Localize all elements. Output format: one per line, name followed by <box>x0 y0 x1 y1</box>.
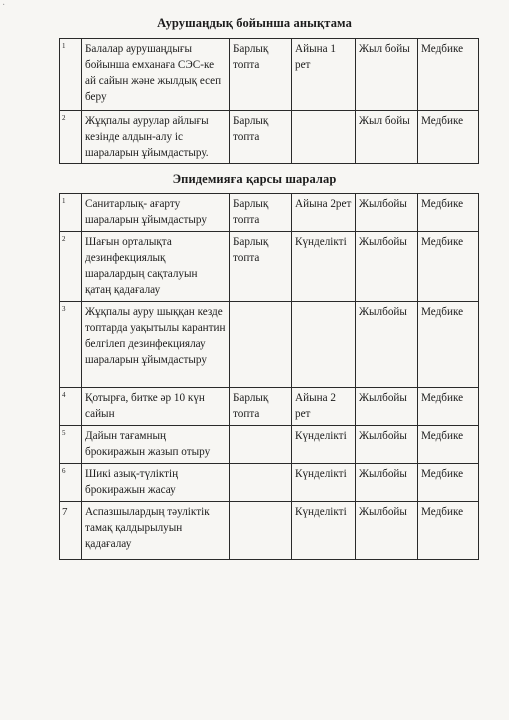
group-cell: Барлық топта <box>230 232 292 302</box>
period-cell: Жылбойы <box>356 302 418 388</box>
activity-cell: Дайын тағамның брокиражын жазып отыру <box>82 426 230 464</box>
activity-cell: Шикі азық-түліктің брокиражын жасау <box>82 464 230 502</box>
responsible-cell: Медбике <box>418 464 479 502</box>
row-number: 5 <box>60 426 82 464</box>
activity-cell: Аспазшылардың тәуліктік тамақ қалдырылуын қадағалау <box>82 502 230 560</box>
row-number: 2 <box>60 232 82 302</box>
responsible-cell: Медбике <box>418 388 479 426</box>
activity-cell: Қотырға, битке әр 10 күн сайын <box>82 388 230 426</box>
group-cell <box>230 464 292 502</box>
responsible-cell: Медбике <box>418 502 479 560</box>
frequency-cell: Күнделікті <box>292 502 356 560</box>
scan-artifact: · <box>2 0 6 11</box>
anti-epidemic-table <box>59 193 479 560</box>
activity-cell: Санитарлық- ағарту шараларын ұйымдастыру <box>82 194 230 232</box>
table-row <box>60 502 479 560</box>
responsible-cell: Медбике <box>418 39 479 111</box>
row-number: 6 <box>60 464 82 502</box>
row-number: 1 <box>60 39 82 111</box>
group-cell <box>230 302 292 388</box>
period-cell: Жылбойы <box>356 464 418 502</box>
frequency-cell: Айына 1 рет <box>292 39 356 111</box>
table-row <box>60 111 479 164</box>
activity-cell: Жұқпалы аурулар айлығы кезінде алдын-алу іс шараларын ұйымдастыру. <box>82 111 230 164</box>
table-row <box>60 302 479 388</box>
group-cell: Барлық топта <box>230 111 292 164</box>
period-cell: Жылбойы <box>356 232 418 302</box>
group-cell <box>230 502 292 560</box>
frequency-cell <box>292 302 356 388</box>
responsible-cell: Медбике <box>418 426 479 464</box>
morbidity-table <box>59 38 479 164</box>
frequency-cell: Күнделікті <box>292 426 356 464</box>
group-cell <box>230 426 292 464</box>
table-row <box>60 194 479 232</box>
frequency-cell: Күнделікті <box>292 232 356 302</box>
frequency-cell: Айына 2рет <box>292 194 356 232</box>
table-row <box>60 388 479 426</box>
period-cell: Жылбойы <box>356 426 418 464</box>
table-row <box>60 464 479 502</box>
period-cell: Жылбойы <box>356 502 418 560</box>
activity-cell: Балалар аурушаңдығы бойынша емханаға СЭС-ке ай сайын және жылдық есеп беру <box>82 39 230 111</box>
period-cell: Жыл бойы <box>356 111 418 164</box>
row-number: 3 <box>60 302 82 388</box>
group-cell: Барлық топта <box>230 388 292 426</box>
frequency-cell: Күнделікті <box>292 464 356 502</box>
table-row <box>60 232 479 302</box>
section-title-morbidity: Аурушаңдық бойынша анықтама <box>157 16 352 30</box>
table-row <box>60 39 479 111</box>
table-row <box>60 426 479 464</box>
period-cell: Жылбойы <box>356 388 418 426</box>
responsible-cell: Медбике <box>418 232 479 302</box>
activity-cell: Жұқпалы ауру шыққан кезде топтарда уақытылы карантин белгілеп дезинфекциялау шараларын ұйымдастыру <box>82 302 230 388</box>
row-number: 4 <box>60 388 82 426</box>
section-title-anti-epidemic: Эпидемияға қарсы шаралар <box>172 172 337 186</box>
group-cell: Барлық топта <box>230 39 292 111</box>
row-number: 7 <box>60 502 82 560</box>
row-number: 1 <box>60 194 82 232</box>
group-cell: Барлық топта <box>230 194 292 232</box>
responsible-cell: Медбике <box>418 302 479 388</box>
period-cell: Жылбойы <box>356 194 418 232</box>
period-cell: Жыл бойы <box>356 39 418 111</box>
row-number: 2 <box>60 111 82 164</box>
frequency-cell <box>292 111 356 164</box>
responsible-cell: Медбике <box>418 111 479 164</box>
responsible-cell: Медбике <box>418 194 479 232</box>
frequency-cell: Айына 2 рет <box>292 388 356 426</box>
activity-cell: Шағын орталықта дезинфекциялық шаралардың сақталуын қатаң қадағалау <box>82 232 230 302</box>
